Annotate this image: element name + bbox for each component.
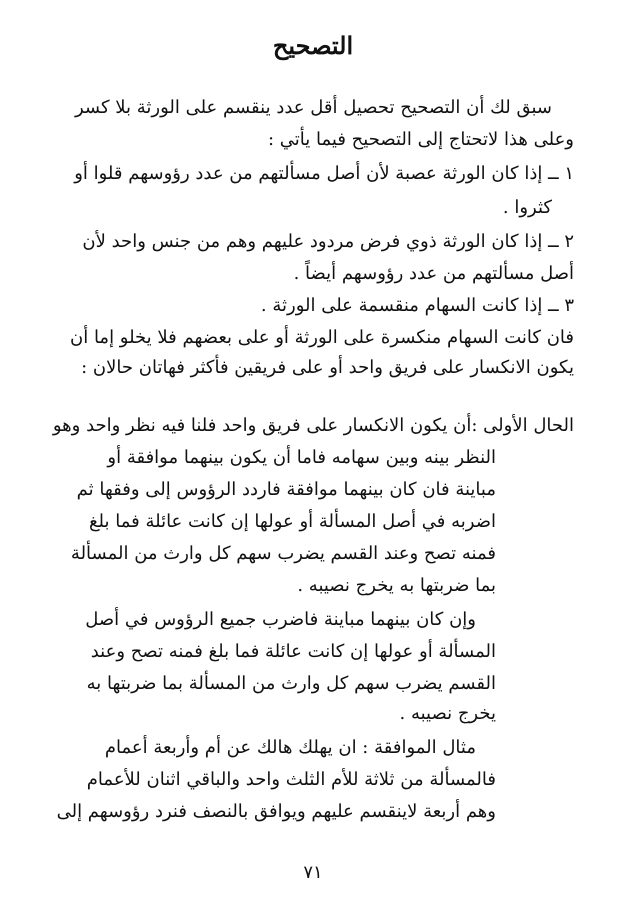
text-line: بما ضربتها به يخرج نصيبه . [297, 575, 496, 596]
page-title: التصحيح [272, 31, 354, 60]
numbered-item-3: ٣ ــ إذا كانت السهام منقسمة على الورثة . [260, 295, 574, 316]
text-line: المسألة أو عولها إن كانت عائلة فما بلغ فمنه تصح وعند [90, 641, 496, 662]
text-line: فالمسألة من ثلاثة للأم الثلث واحد والباقي اثنان للأعمام [86, 769, 496, 790]
text-line: وعلى هذا لاتحتاج إلى التصحيح فيما يأتي : [268, 129, 574, 150]
text-line: سبق لك أن التصحيح تحصيل أقل عدد ينقسم على الورثة بلا كسر [74, 97, 552, 118]
page-number: ٧١ [303, 862, 323, 883]
numbered-item-2: ٢ ــ إذا كان الورثة ذوي فرض مردود عليهم وهم من جنس واحد لأن [82, 231, 574, 252]
text-line: كثروا . [502, 197, 552, 218]
text-line: مباينة فان كان بينهما موافقة فاردد الرؤوس إلى وفقها ثم [76, 479, 496, 500]
text-line: يكون الانكسار على فريق واحد أو على فريقين فأكثر فهاتان حالان : [81, 357, 574, 378]
section-heading-line: الحال الأولى :أن يكون الانكسار على فريق واحد فلنا فيه نظر واحد وهو [52, 415, 574, 436]
text-line: القسم يضرب سهم كل وارث من المسألة بما ضربتها به [86, 673, 496, 694]
text-line: يخرج نصيبه . [399, 703, 496, 724]
text-line: فان كانت السهام منكسرة على الورثة أو على بعضهم فلا يخلو إما أن [70, 327, 574, 348]
numbered-item-1: ١ ــ إذا كان الورثة عصبة لأن أصل مسألتهم من عدد رؤوسهم قلوا أو [74, 163, 574, 184]
text-line: النظر بينه وبين سهامه فاما أن يكون بينهما موافقة أو [107, 447, 496, 468]
text-line: مثال الموافقة : ان يهلك هالك عن أم وأربعة أعمام [104, 737, 476, 758]
text-line: فمنه تصح وعند القسم يضرب سهم كل وارث من المسألة [70, 543, 496, 564]
text-line: أصل مسألتهم من عدد رؤوسهم أيضاً . [293, 263, 574, 284]
text-line: اضربه في أصل المسألة أو عولها إن كانت عائلة فما بلغ [88, 511, 496, 532]
text-line: وإن كان بينهما مباينة فاضرب جميع الرؤوس في أصل [85, 609, 476, 630]
text-line: وهم أربعة لاينقسم عليهم ويوافق بالنصف فنرد رؤوسهم إلى [56, 801, 496, 822]
